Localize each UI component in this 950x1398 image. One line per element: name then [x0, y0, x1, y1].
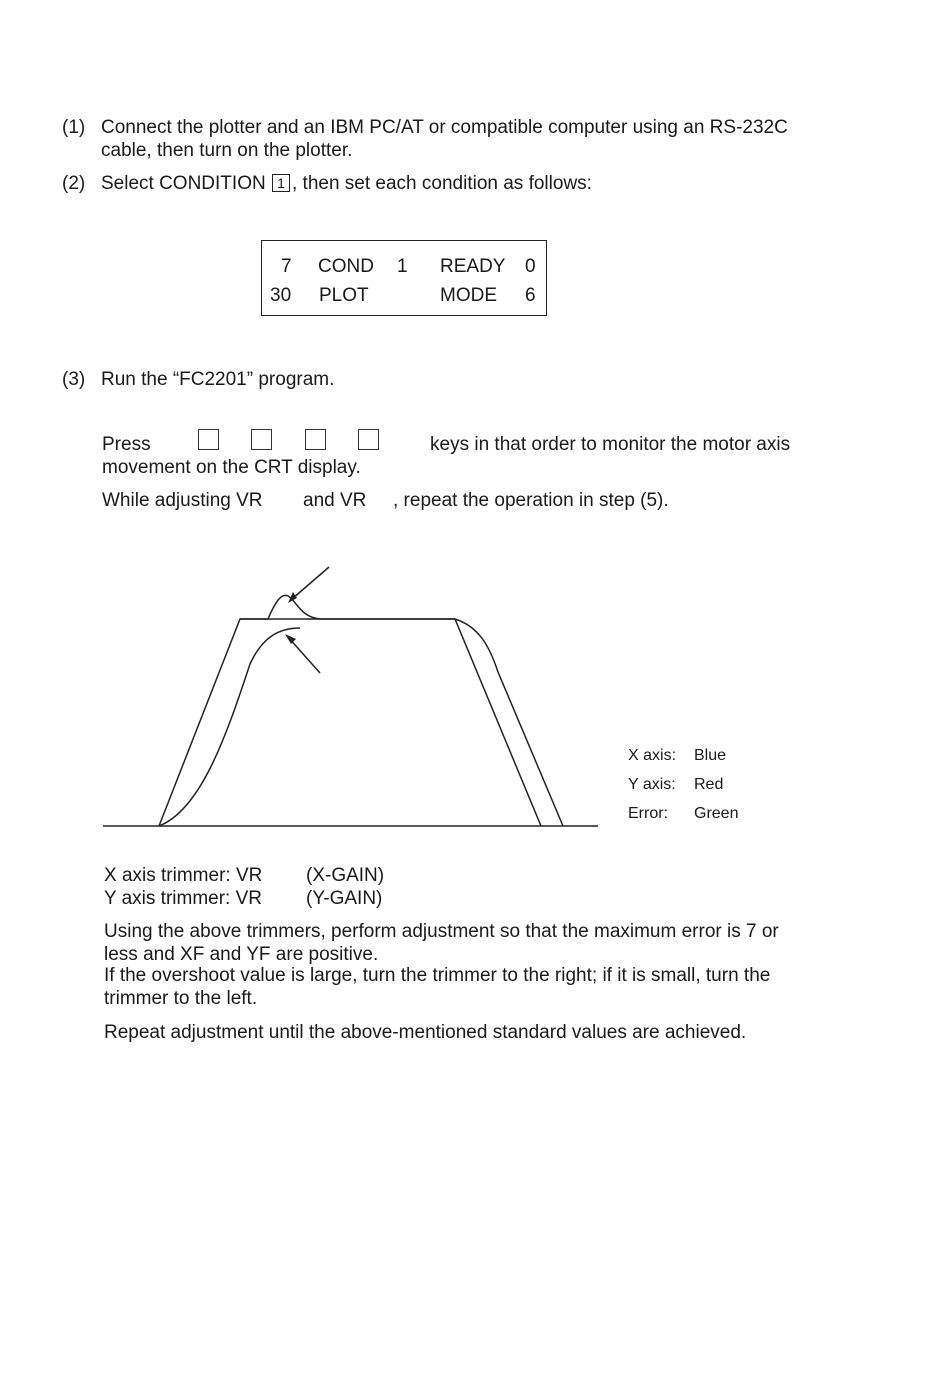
condition-key-1: 1 — [272, 174, 290, 192]
command-trapezoid — [159, 619, 541, 826]
response-curve-lower — [159, 628, 300, 826]
lag-arrowhead — [285, 634, 296, 644]
lcd-r2-c1: 30 — [270, 285, 292, 306]
legend-error-label: Error: — [628, 805, 668, 822]
step-2-text-after: , then set each condition as follows: — [291, 173, 592, 194]
response-curve-overshoot — [240, 595, 563, 826]
lcd-r1-c2: COND — [318, 256, 374, 277]
x-trimmer-label: X axis trimmer: VR — [104, 865, 263, 886]
overshoot-arrow-line — [292, 567, 329, 599]
lag-arrow-line — [288, 637, 320, 673]
press-line-2: movement on the CRT display. — [102, 457, 361, 478]
lcd-r1-c3: 1 — [397, 256, 408, 277]
while-part-1: While adjusting VR — [102, 490, 263, 511]
press-word: Press — [102, 434, 151, 455]
while-part-3: , repeat the operation in step (5). — [393, 490, 669, 511]
while-part-2: and VR — [303, 490, 367, 511]
para-1-line-4: trimmer to the left. — [104, 988, 258, 1009]
legend-error-value: Green — [694, 805, 739, 822]
lcd-r2-c2: PLOT — [319, 285, 369, 306]
step-2-text-before: Select CONDITION — [101, 173, 271, 194]
press-after-text: keys in that order to monitor the motor axis — [430, 434, 791, 455]
legend-y-value: Red — [694, 776, 724, 793]
lcd-r2-c3: MODE — [440, 285, 497, 306]
legend-x-value: Blue — [694, 747, 727, 764]
legend-y-label: Y axis: — [628, 776, 676, 793]
step-1-text-line-2: cable, then turn on the plotter. — [101, 140, 353, 161]
lcd-r1-c5: 0 — [525, 256, 536, 277]
step-3-text: Run the “FC2201” program. — [101, 369, 335, 390]
step-2-number: (2) — [62, 173, 86, 194]
y-trimmer-label: Y axis trimmer: VR — [104, 888, 263, 909]
lcd-r1-c4: READY — [440, 256, 506, 277]
step-3-number: (3) — [62, 369, 86, 390]
x-trimmer-value: (X-GAIN) — [306, 865, 385, 886]
lcd-r2-c4: 6 — [525, 285, 536, 306]
para-1-line-1: Using the above trimmers, perform adjustment so that the maximum error is 7 or — [104, 921, 779, 942]
para-1-line-2: less and XF and YF are positive. — [104, 944, 379, 965]
para-1-line-3: If the overshoot value is large, turn the trimmer to the right; if it is small, turn the — [104, 965, 771, 986]
para-2-line-1: Repeat adjustment until the above-mentioned standard values are achieved. — [104, 1022, 747, 1043]
y-trimmer-value: (Y-GAIN) — [306, 888, 383, 909]
lcd-r1-c1: 7 — [281, 256, 292, 277]
legend-x-label: X axis: — [628, 747, 677, 764]
step-1-text-line-1: Connect the plotter and an IBM PC/AT or compatible computer using an RS-232C — [101, 117, 788, 138]
step-1-number: (1) — [62, 117, 86, 138]
